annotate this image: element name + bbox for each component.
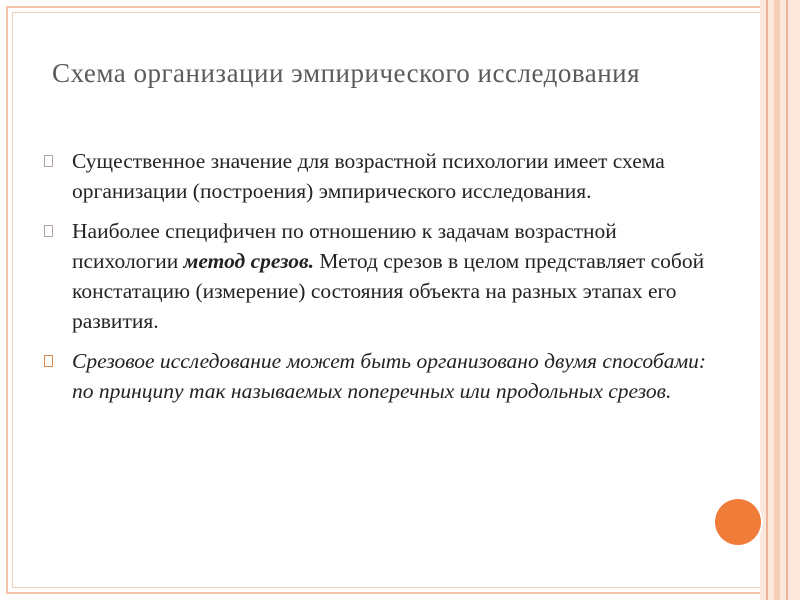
bullet-text: Существенное значение для возрастной психологии имеет схема организации (построения) эмпирического исследования. (72, 149, 665, 203)
bullet-text: Наиболее специфичен по отношению к задачам возрастной психологии (72, 219, 617, 273)
decorative-side-line (786, 0, 788, 600)
bullet-emphasis: метод срезов. (183, 249, 314, 273)
bullet-item (40, 146, 720, 206)
decorative-side-line (766, 0, 768, 600)
bullet-icon (44, 225, 53, 237)
bullet-item (40, 346, 720, 406)
bullet-text: Метод срезов в целом представляет собой констатацию (измерение) состояния объекта на разных этапах его развития. (72, 249, 705, 333)
bullet-icon (44, 155, 53, 167)
slide-title: Схема организации эмпирического исследования (52, 58, 641, 88)
decorative-circle-icon (715, 499, 761, 545)
slide-content (40, 146, 720, 416)
decorative-side-line (774, 0, 780, 600)
bullet-text: Срезовое исследование может быть организовано двумя способами: по принципу так называемых поперечных или продольных срезов. (72, 349, 707, 403)
bullet-icon (44, 355, 53, 367)
bullet-item (40, 216, 720, 336)
